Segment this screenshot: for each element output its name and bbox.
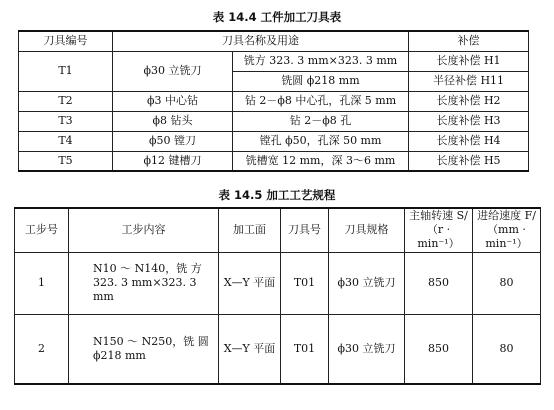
tool-use: 铣方 323. 3 mm×323. 3 mm: [233, 51, 409, 71]
feed-rate: 80: [473, 314, 541, 384]
header-compensation: 补偿: [409, 31, 529, 51]
tool-compensation: 长度补偿 H5: [409, 151, 529, 171]
tool-compensation: 半径补偿 H11: [409, 71, 529, 91]
tool-use: 镗孔 ϕ50，孔深 50 mm: [233, 131, 409, 151]
header-content: 工步内容: [69, 208, 219, 252]
tool-id: T3: [19, 111, 113, 131]
tool-spec: ϕ30 立铣刀: [329, 252, 405, 314]
table-14-4-caption: 表 14.4 工件加工刀具表: [212, 10, 342, 24]
header-spindle-unit: （r · min⁻¹）: [417, 223, 460, 251]
header-surface: 加工面: [219, 208, 281, 252]
tool-number: T01: [281, 314, 329, 384]
tool-name: ϕ12 键槽刀: [113, 151, 233, 171]
header-step: 工步号: [15, 208, 69, 252]
machining-surface: X—Y 平面: [219, 314, 281, 384]
tool-use: 铣槽宽 12 mm，深 3～6 mm: [233, 151, 409, 171]
tool-name: ϕ8 钻头: [113, 111, 233, 131]
header-tool-number: 刀具编号: [19, 31, 113, 51]
step-content: [69, 314, 219, 384]
step-content-line-2: 323. 3 mm×323. 3 mm: [93, 276, 197, 303]
tool-name: ϕ3 中心钻: [113, 91, 233, 111]
tool-id: T1: [19, 51, 113, 91]
table-row: [19, 131, 529, 151]
header-tool-number: 刀具号: [281, 208, 329, 252]
table-header-row: [15, 208, 541, 252]
table-row: [19, 111, 529, 131]
tool-use: 钻 2－ϕ8 中心孔，孔深 5 mm: [233, 91, 409, 111]
table-row: [19, 51, 529, 71]
tool-id: T2: [19, 91, 113, 111]
step-number: 2: [15, 314, 69, 384]
tool-id: T5: [19, 151, 113, 171]
spindle-speed: 850: [405, 252, 473, 314]
table-header-row: [19, 31, 529, 51]
header-feed-label: 进给速度 F/: [477, 209, 536, 223]
tool-use: 钻 2－ϕ8 孔: [233, 111, 409, 131]
header-tool-spec: 刀具规格: [329, 208, 405, 252]
table-row: [19, 91, 529, 111]
header-feed-rate: [473, 208, 541, 252]
step-content-line-1: N150 ～ N250，铣 圆: [93, 334, 209, 348]
table-row: [15, 314, 541, 384]
tool-compensation: 长度补偿 H4: [409, 131, 529, 151]
step-content: [69, 252, 219, 314]
header-feed-unit: （mm · min⁻¹）: [485, 223, 528, 251]
tool-name: ϕ50 镗刀: [113, 131, 233, 151]
tool-table: [18, 30, 529, 172]
step-number: 1: [15, 252, 69, 314]
tool-spec: ϕ30 立铣刀: [329, 314, 405, 384]
header-tool-name-use: 刀具名称及用途: [113, 31, 409, 51]
spindle-speed: 850: [405, 314, 473, 384]
header-spindle-label: 主轴转速 S/: [409, 209, 468, 223]
tool-compensation: 长度补偿 H1: [409, 51, 529, 71]
table-14-5-caption: 表 14.5 加工工艺规程: [218, 188, 336, 202]
tool-use: 铣圆 ϕ218 mm: [233, 71, 409, 91]
feed-rate: 80: [473, 252, 541, 314]
table-row: [15, 252, 541, 314]
table-row: [19, 151, 529, 171]
tool-number: T01: [281, 252, 329, 314]
machining-surface: X—Y 平面: [219, 252, 281, 314]
process-table: [14, 207, 541, 385]
tool-compensation: 长度补偿 H3: [409, 111, 529, 131]
tool-id: T4: [19, 131, 113, 151]
tool-compensation: 长度补偿 H2: [409, 91, 529, 111]
step-content-line-1: N10 ～ N140，铣 方: [93, 262, 202, 275]
header-spindle-speed: [405, 208, 473, 252]
step-content-line-2: ϕ218 mm: [93, 348, 146, 362]
tool-name: ϕ30 立铣刀: [113, 51, 233, 91]
